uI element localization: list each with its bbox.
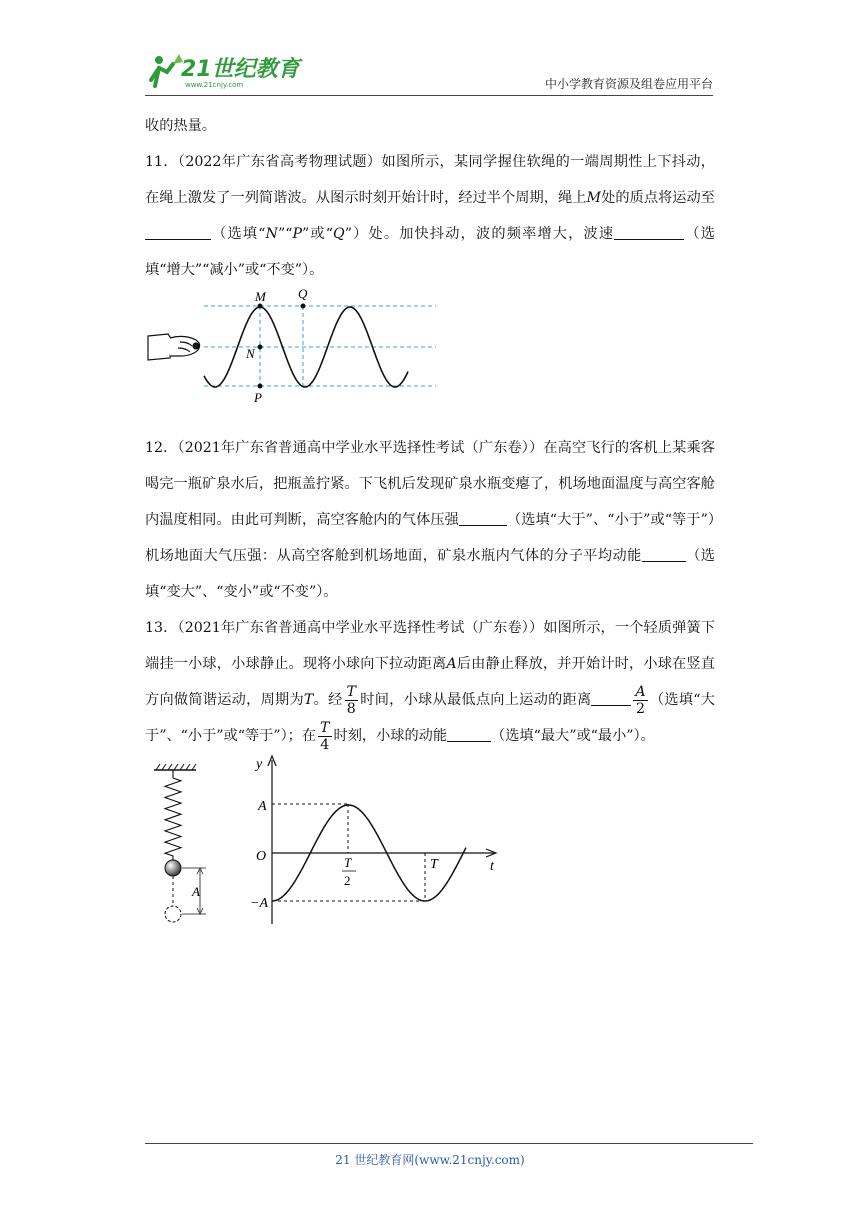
platform-name: 中小学教育资源及组卷应用平台 <box>544 77 713 91</box>
ceiling-hatch <box>156 764 196 770</box>
q11-wave-figure <box>140 284 450 410</box>
q12-blank-1[interactable] <box>459 511 507 526</box>
a-label: A <box>258 799 267 814</box>
page-header <box>145 42 713 94</box>
label-m: M <box>255 289 266 304</box>
q10-tail: 收的热量。 <box>145 118 216 134</box>
half-period-num: T <box>344 855 352 870</box>
point-q <box>301 304 306 309</box>
q11-blank-2[interactable] <box>614 225 684 240</box>
q13-blank-2[interactable] <box>447 727 491 742</box>
spring-label-a: A <box>192 884 200 899</box>
footer-divider <box>145 1143 753 1144</box>
fraction-t-over-4: $\frac{T}{4}$ <box>320 719 330 753</box>
question-13: 13．（2021年广东省普通高中学业水平选择性考试（广东卷））如图所示，一个轻质弹簧下端挂一小球，小球静止。现将小球向下拉动距离A后由静止释放，并开始计时，小球在竖直方向做简谐运动，周期为T。经 $\frac{T}{8}$ 时间，小球从最低点向上运动的距离 $\frac{A}{2}$ （选填“大于”、“小于”或“等于”）；在 $\frac{T}{4}$ 时刻，小球的动能 （选填“最大”或“最小”）。 <box>145 620 715 753</box>
spring <box>165 770 181 860</box>
question-12: 12．（2021年广东省普通高中学业水平选择性考试（广东卷））在高空飞行的客机上某乘客喝完一瓶矿泉水后，把瓶盖拧紧。下飞机后发现矿泉水瓶变瘪了，机场地面温度与高空客舱内温度相同。由此可判断，高空客舱内的气体压强 （选填“大于”、“小于”或“等于”）机场地面大气压强：从高空客舱到机场地面，矿泉水瓶内气体的分子平均动能 （选填“变大”、“变小”或“不变”）。 <box>145 440 715 600</box>
origin-label: O <box>256 849 267 864</box>
header-divider <box>145 95 713 96</box>
question-11: 11．（2022年广东省高考物理试题）如图所示，某同学握住软绳的一端周期性上下抖动，在绳上激发了一列简谐波。从图示时刻开始计时，经过半个周期，绳上M处的质点将运动至（选填“N”“P”或“Q”）处。加快抖动，波的频率增大，波速 （选填“增大”“减小”或“不变”）。 <box>145 154 715 278</box>
half-period-den: 2 <box>344 873 351 888</box>
q13-displacement-graph <box>250 752 508 928</box>
q12-blank-2[interactable] <box>642 547 686 562</box>
hand-icon <box>148 334 200 360</box>
q11-blank-1[interactable] <box>145 225 211 240</box>
neg-a-label: −A <box>250 896 268 911</box>
point-p <box>258 384 263 389</box>
ball-lowered <box>165 906 181 922</box>
question-content <box>145 108 715 754</box>
point-n <box>258 345 263 350</box>
page-footer: 21 世纪教育网(www.21cnjy.com) <box>335 1153 525 1167</box>
q13-spring-figure <box>150 760 220 932</box>
svg-text:www.21cnjy.com: www.21cnjy.com <box>185 81 244 89</box>
y-label: y <box>256 757 263 772</box>
site-logo <box>145 42 315 94</box>
label-n: N <box>246 346 255 361</box>
label-p: P <box>254 390 262 405</box>
point-m <box>258 304 263 309</box>
label-q: Q <box>298 286 308 301</box>
period-label: T <box>430 857 438 872</box>
ball <box>165 860 181 876</box>
t-label: t <box>490 859 494 874</box>
fraction-t-over-8: $\frac{T}{8}$ <box>346 683 357 717</box>
svg-text:21世纪教育: 21世纪教育 <box>181 57 300 82</box>
q13-blank-1[interactable] <box>591 691 631 706</box>
fraction-a-over-2: $\frac{A}{2}$ <box>635 683 646 717</box>
